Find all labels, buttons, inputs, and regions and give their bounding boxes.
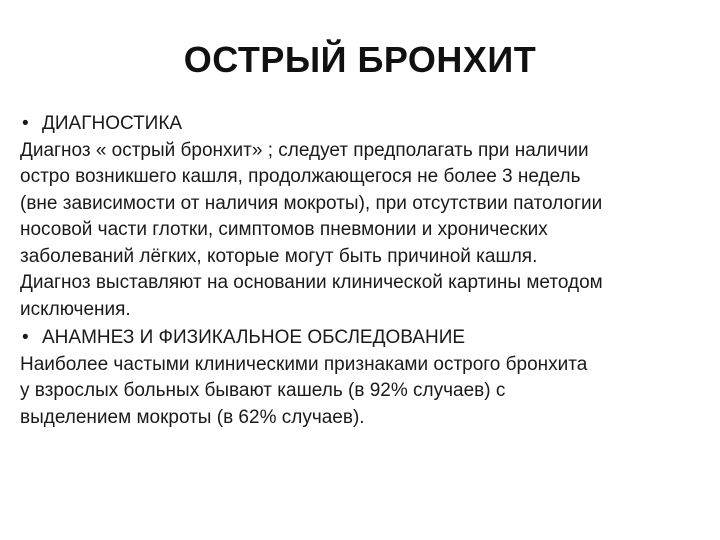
text-line: выделением мокроты (в 62% случаев). <box>20 406 365 428</box>
bullet-icon: • <box>22 113 29 134</box>
text-line: Диагноз выставляют на основании клинической картины методом <box>20 272 603 293</box>
text-line: Наиболее частыми клиническими признаками острого бронхита <box>20 353 588 375</box>
text-line: Диагноз « острый бронхит» ; следует предполагать при наличии <box>20 139 589 161</box>
text-line: заболеваний лёгких, которые могут быть причиной кашля. <box>20 245 538 267</box>
text-line: исключения. <box>20 298 131 320</box>
text-line: остро возникшего кашля, продолжающегося не более 3 недель <box>20 166 581 187</box>
text-line: (вне зависимости от наличия мокроты), при отсутствии патологии <box>20 192 603 214</box>
section-heading-anamnesis <box>20 325 705 352</box>
bullet-icon: • <box>22 327 29 348</box>
slide-title: ОСТРЫЙ БРОНХИТ <box>183 39 537 80</box>
section-heading-diagnostics <box>20 111 705 138</box>
section-heading-text: АНАМНЕЗ И ФИЗИКАЛЬНОЕ ОБСЛЕДОВАНИЕ <box>42 327 466 348</box>
slide-body <box>20 111 705 431</box>
text-line: носовой части глотки, симптомов пневмонии и хронических <box>20 219 548 240</box>
text-line: у взрослых больных бывают кашель (в 92% случаев) с <box>20 380 506 401</box>
section-heading-text: ДИАГНОСТИКА <box>42 113 183 134</box>
